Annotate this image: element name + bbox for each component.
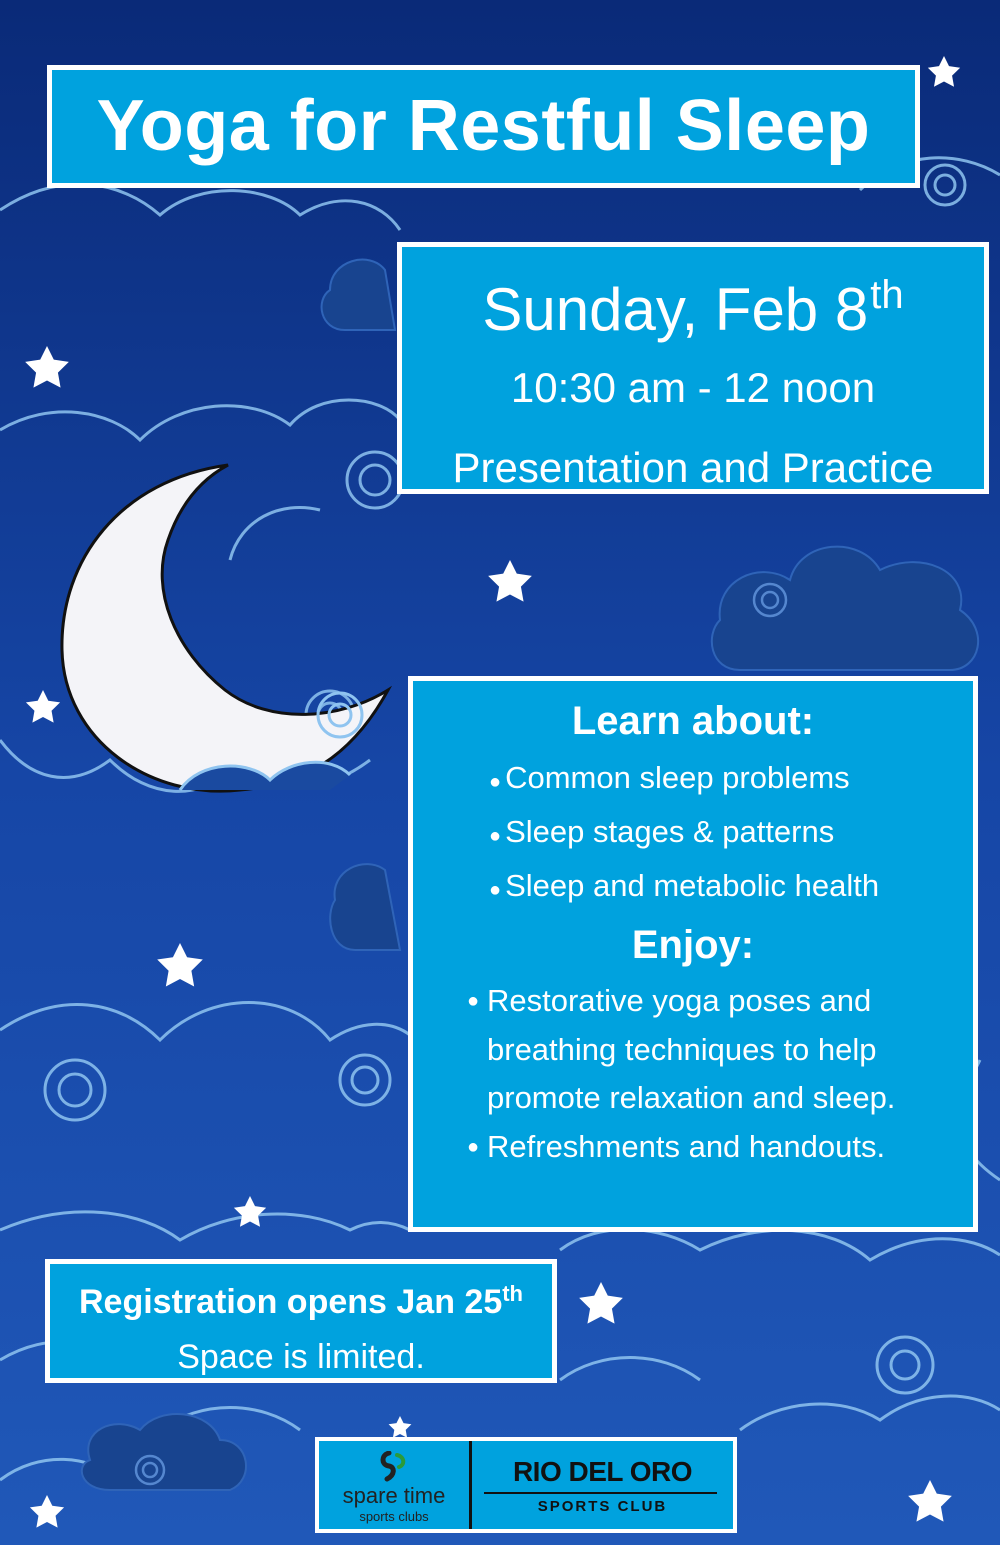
registration-box — [45, 1259, 557, 1383]
bullet-icon: ● — [489, 825, 502, 847]
event-format: Presentation and Practice — [452, 444, 934, 491]
space-limited-note: Space is limited. — [177, 1338, 425, 1376]
list-item: ● Sleep and metabolic health — [489, 868, 880, 903]
title-banner — [47, 65, 920, 188]
enjoy-list — [467, 977, 967, 1171]
info-box — [408, 676, 978, 1232]
rio-del-oro-name: RIO DEL ORO — [512, 1456, 693, 1487]
event-date: Sunday, Feb 8th — [482, 273, 904, 343]
list-item: ● Common sleep problems — [489, 760, 850, 795]
list-item: ● Restorative yoga poses and breathing techniques to help promote relaxation and sleep. — [467, 977, 967, 1123]
learn-list — [489, 753, 973, 915]
learn-heading: Learn about: — [571, 699, 815, 743]
rio-del-oro-subtitle: SPORTS CLUB — [537, 1498, 668, 1515]
spare-time-subtitle: sports clubs — [359, 1509, 429, 1524]
bullet-icon: ● — [467, 990, 480, 1012]
rio-del-oro-logo — [472, 1441, 733, 1529]
sponsor-logos — [315, 1437, 737, 1533]
spare-time-name: spare time — [342, 1483, 446, 1508]
registration-text: Registration opens Jan 25th — [79, 1281, 523, 1321]
bullet-icon: ● — [467, 1135, 480, 1158]
list-item: ● Sleep stages & patterns — [489, 814, 835, 849]
enjoy-heading: Enjoy: — [631, 923, 755, 967]
bullet-icon: ● — [489, 879, 502, 901]
spare-time-mark-icon — [379, 1451, 409, 1483]
bullet-icon: ● — [489, 771, 502, 793]
list-item: ● Refreshments and handouts. — [467, 1123, 967, 1172]
logo-divider — [484, 1492, 717, 1494]
date-ordinal-suffix: th — [870, 273, 904, 317]
registration-ordinal-suffix: th — [502, 1281, 523, 1306]
spare-time-logo — [319, 1441, 472, 1529]
event-time: 10:30 am - 12 noon — [510, 364, 876, 411]
page-title: Yoga for Restful Sleep — [96, 86, 871, 166]
event-details-box — [397, 242, 989, 494]
